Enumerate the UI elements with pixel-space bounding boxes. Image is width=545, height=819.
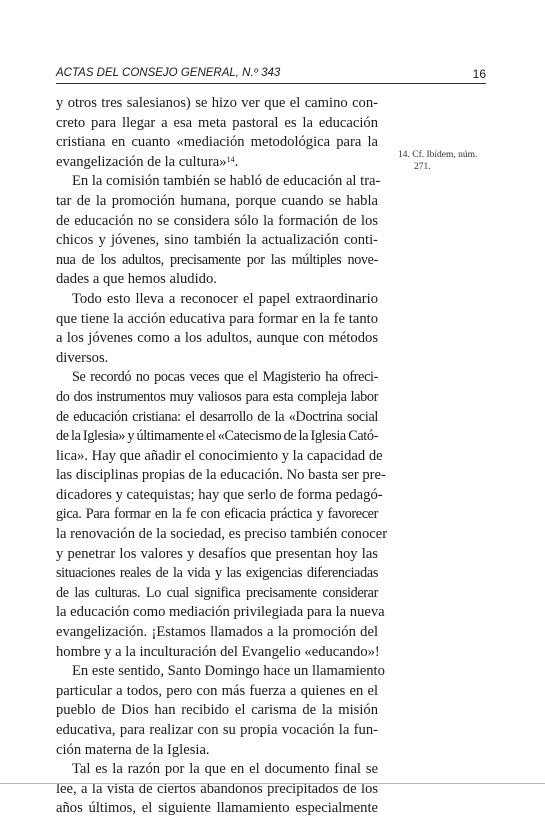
text-line: nua de los adultos, precisamente por las múltiples nove- xyxy=(56,251,378,268)
text-line: cristiana en cuanto «mediación metodológica para la xyxy=(56,134,378,151)
text-line: evangelización. ¡Estamos llamados a la promoción del xyxy=(56,624,378,641)
text-line: años últimos, el siguiente llamamiento especialmente xyxy=(56,800,378,817)
footnote-line: 14. Cf. Ibídem, núm. xyxy=(398,150,478,160)
text-line: y penetrar los valores y desafíos que presentan hoy las xyxy=(56,545,378,562)
text-line: ción materna de la Iglesia. xyxy=(56,741,210,758)
footnote-line: 271. xyxy=(414,162,431,172)
page-number: 16 xyxy=(472,67,486,81)
text-line: evangelización de la cultura» xyxy=(56,153,227,170)
text-line: dades a que hemos aludido. xyxy=(56,271,217,288)
footnote xyxy=(398,149,502,173)
text-line: diversos. xyxy=(56,349,109,366)
text-line: creto para llegar a esa meta pastoral es la educación xyxy=(56,114,378,131)
text-line: Todo esto lleva a reconocer el papel extraordinario xyxy=(72,290,378,307)
text-line-with-footnote: evangelización de la cultura»$^{14}$. xyxy=(56,153,239,170)
text-line: gica. Para formar en la fe con eficacia práctica y favorecer xyxy=(56,506,378,523)
text-line: En este sentido, Santo Domingo hace un llamamiento xyxy=(72,663,385,680)
text-line: dicadores y catequistas; hay que serlo de forma pedagó- xyxy=(56,486,383,503)
text-line: situaciones reales de la vida y las exigencias diferenciadas xyxy=(56,565,378,582)
footnote-reference: 14 xyxy=(226,154,235,164)
header-rule xyxy=(56,83,486,84)
text-line: a los jóvenes como a los adultos, aunque con métodos xyxy=(56,330,378,347)
text-line: Tal es la razón por la que en el documento final se xyxy=(72,761,378,778)
page-bottom-edge xyxy=(0,783,545,784)
text-line: do dos instrumentos muy valiosos para esta compleja labor xyxy=(56,388,378,405)
text-line: Se recordó no pocas veces que el Magisterio ha ofreci- xyxy=(72,369,378,386)
text-line: particular a todos, pero con más fuerza a quienes en el xyxy=(56,682,378,699)
running-header xyxy=(56,64,486,84)
publication-title: ACTAS DEL CONSEJO GENERAL, N.º 343 xyxy=(56,67,281,79)
text-line: lee, a la vista de ciertos abandonos precipitados de los xyxy=(56,780,378,797)
text-line: la renovación de la sociedad, es preciso también conocer xyxy=(56,526,388,543)
text-line: y otros tres salesianos) se hizo ver que el camino con- xyxy=(56,95,378,111)
text-line: de educación no se considera sólo la formación de los xyxy=(56,212,378,229)
text-line: educativa, para realizar con su propia vocación la fun- xyxy=(56,722,378,738)
text-line: pueblo de Dios han recibido el carisma de la misión xyxy=(56,702,378,719)
text-line: que tiene la acción educativa para formar en la fe tanto xyxy=(56,310,378,327)
text-line: de educación cristiana: el desarrollo de la «Doctrina social xyxy=(56,408,378,425)
text-line: de las culturas. Lo cual significa precisamente considerar xyxy=(56,584,378,601)
text-line: tar de la promoción humana, porque cuando se habla xyxy=(56,192,378,209)
text-line: la educación como mediación privilegiada para la nueva xyxy=(56,604,385,621)
body-text xyxy=(56,94,388,819)
text-line: lica». Hay que añadir el conocimiento y la capacidad de xyxy=(56,447,383,464)
text-line: de la Iglesia» y últimamente el «Catecismo de la Iglesia Cató- xyxy=(56,428,378,445)
text-line: hombre y a la inculturación del Evangelio «educando»! xyxy=(56,643,380,660)
text-line: las disciplinas propias de la educación. No basta ser pre- xyxy=(56,467,386,484)
text-line: chicos y jóvenes, sino también la actualización conti- xyxy=(56,232,378,249)
text-line: En la comisión también se habló de educación al tra- xyxy=(72,173,381,190)
